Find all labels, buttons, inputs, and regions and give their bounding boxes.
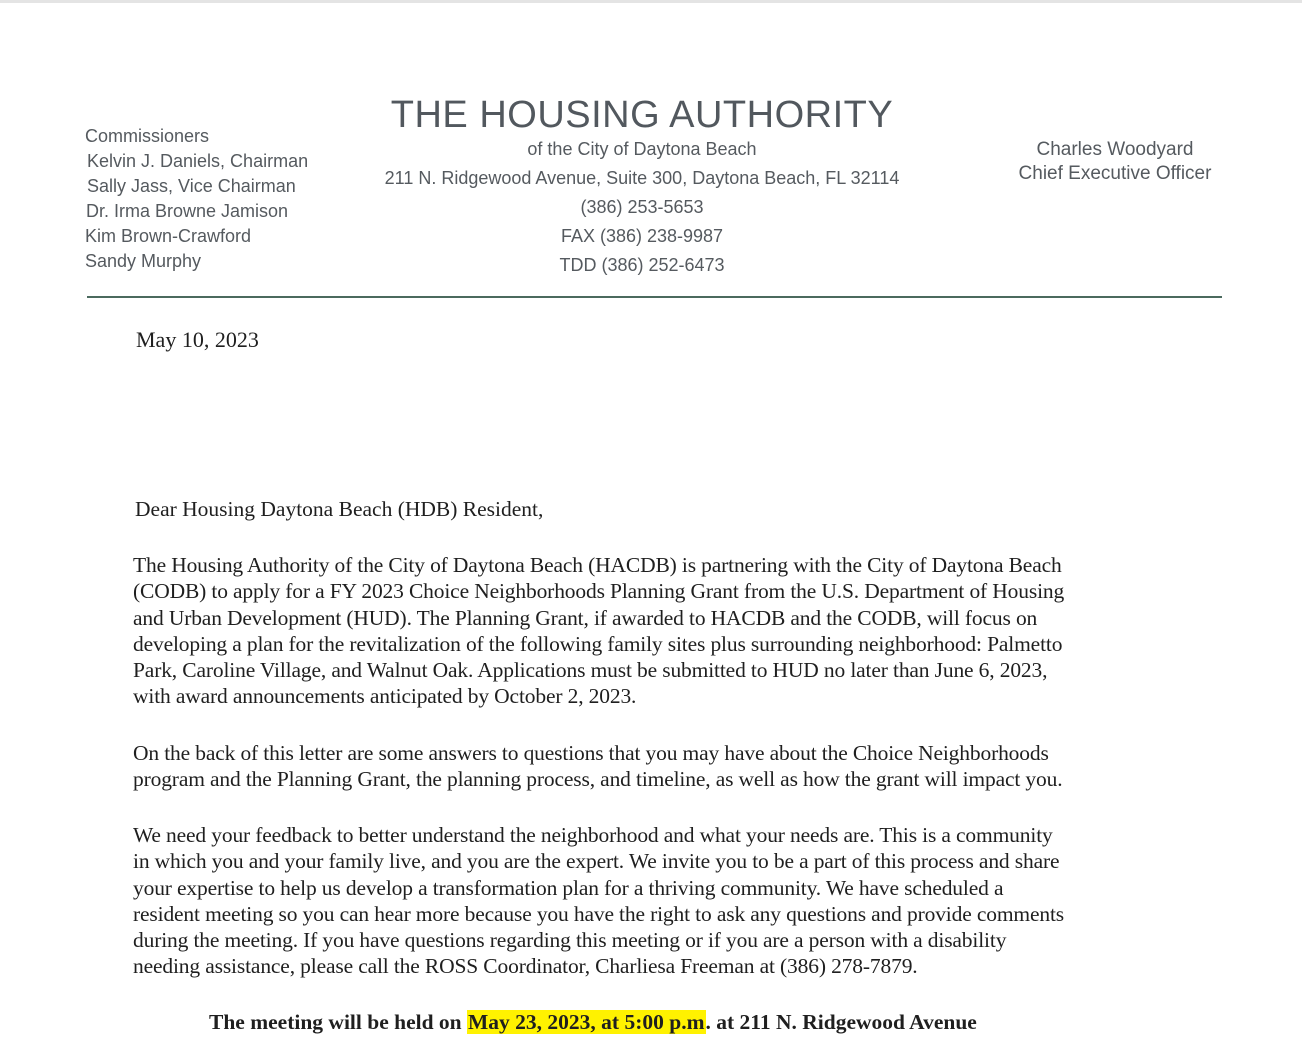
commissioner-name: Sandy Murphy	[85, 251, 202, 271]
paragraph-back-of-letter	[133, 740, 1178, 793]
ceo-block	[1000, 138, 1230, 186]
paragraph-line: (CODB) to apply for a FY 2023 Choice Neighborhoods Planning Grant from the U.S. Department of Housing	[133, 579, 1065, 604]
paragraph-line: On the back of this letter are some answers to questions that you may have about the Choice Neighborhoods	[133, 741, 1049, 765]
organization-tdd: TDD (386) 252-6473	[559, 255, 725, 275]
organization-subtitle: of the City of Daytona Beach	[527, 139, 757, 159]
paragraph-line: The Housing Authority of the City of Daytona Beach (HACDB) is partnering with the City of Daytona Beach	[133, 553, 1062, 577]
paragraph-line: Park, Caroline Village, and Walnut Oak. Applications must be submitted to HUD no later than June 6, 2023,	[133, 658, 1048, 683]
paragraph-line: with award announcements anticipated by October 2, 2023.	[133, 684, 637, 709]
letter-greeting: Dear Housing Daytona Beach (HDB) Resident,	[135, 497, 544, 521]
letterhead-center	[352, 92, 932, 280]
organization-title: THE HOUSING AUTHORITY	[390, 94, 894, 136]
page-top-edge	[0, 0, 1302, 3]
ceo-title: Chief Executive Officer	[1018, 163, 1212, 184]
paragraph-line: in which you and your family live, and you are the expert. We invite you to be a part of this process and share	[133, 849, 1060, 874]
paragraph-line: during the meeting. If you have questions regarding this meeting or if you are a person with a disability	[133, 928, 1007, 953]
paragraph-line: resident meeting so you can hear more because you have the right to ask any questions and provide comments	[133, 901, 1065, 926]
meeting-announcement	[209, 1008, 977, 1036]
letterhead-divider	[87, 296, 1222, 298]
commissioner-name: Dr. Irma Browne Jamison	[86, 201, 289, 221]
organization-fax: FAX (386) 238-9987	[560, 226, 724, 246]
commissioner-name: Kelvin J. Daniels, Chairman	[87, 151, 309, 171]
commissioner-name: Kim Brown-Crawford	[85, 226, 252, 246]
commissioner-name: Sally Jass, Vice Chairman	[87, 176, 296, 196]
meeting-location: . at 211 N. Ridgewood Avenue	[705, 1010, 977, 1034]
paragraph-line: your expertise to help us develop a transformation plan for a thriving community. We have scheduled a	[133, 875, 1004, 900]
meeting-datetime-highlight: May 23, 2023, at 5:00 p.m	[468, 1010, 705, 1034]
paragraph-grant-overview	[133, 552, 1178, 710]
ceo-name: Charles Woodyard	[1036, 139, 1194, 160]
paragraph-line: and Urban Development (HUD). The Planning Grant, if awarded to HACDB and the CODB, will focus on	[133, 605, 1038, 630]
commissioners-heading: Commissioners	[85, 126, 210, 146]
organization-phone: (386) 253-5653	[580, 197, 704, 217]
paragraph-line: program and the Planning Grant, the planning process, and timeline, as well as how the grant will impact you.	[133, 767, 1063, 792]
paragraph-line: We need your feedback to better understand the neighborhood and what your needs are. This is a community	[133, 823, 1053, 847]
meeting-prefix: The meeting will be held on	[209, 1010, 468, 1034]
paragraph-line: developing a plan for the revitalization of the following family sites plus surrounding neighborhood: Palmetto	[133, 631, 1063, 656]
organization-address: 211 N. Ridgewood Avenue, Suite 300, Daytona Beach, FL 32114	[384, 168, 900, 188]
commissioners-block	[85, 124, 345, 274]
letter-date: May 10, 2023	[136, 327, 259, 352]
paragraph-line: needing assistance, please call the ROSS Coordinator, Charliesa Freeman at (386) 278-7879.	[133, 954, 918, 979]
paragraph-feedback-request	[133, 822, 1178, 980]
